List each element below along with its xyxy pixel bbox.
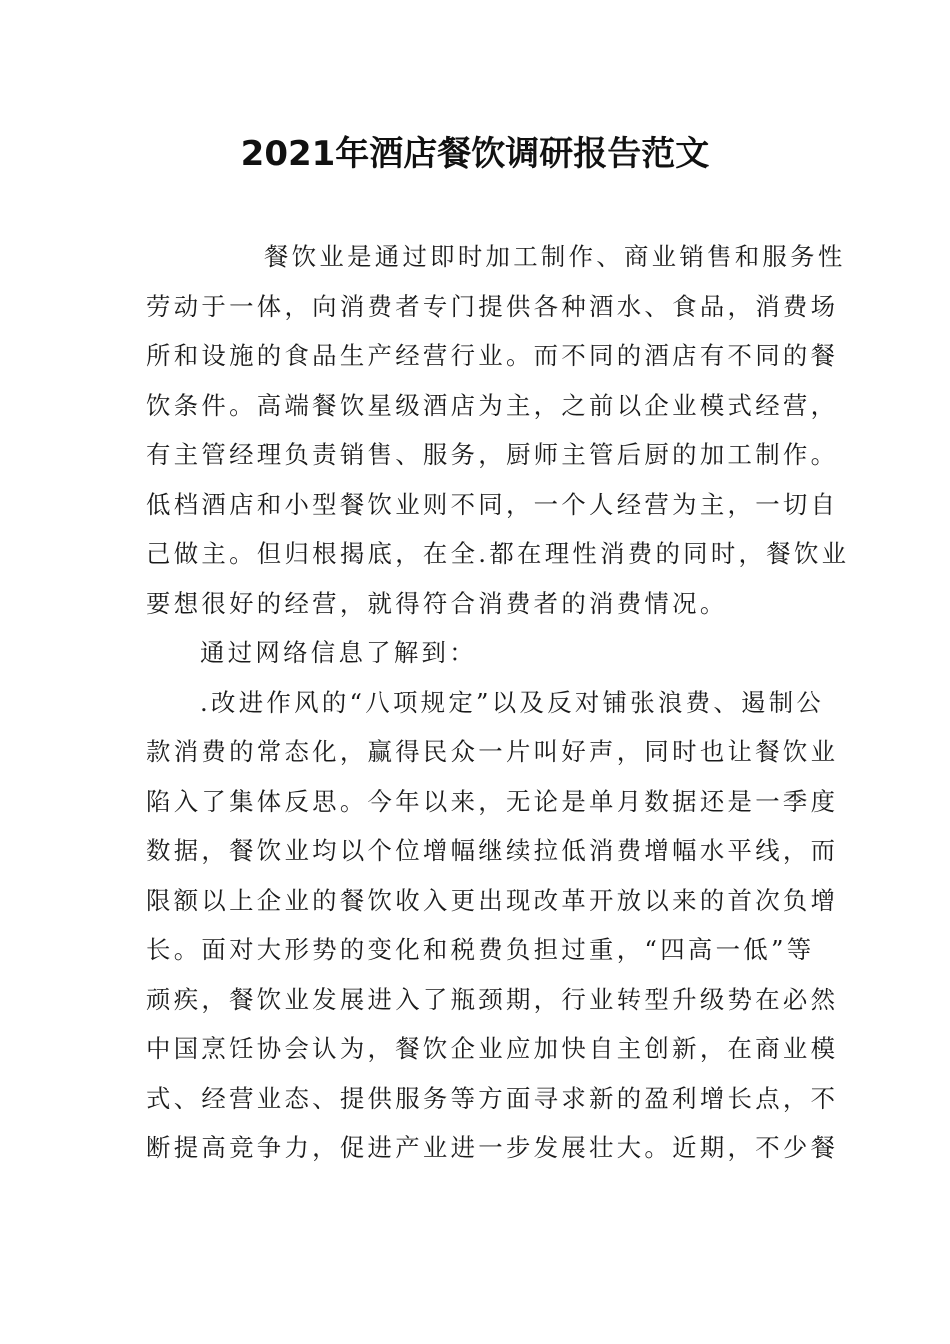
paragraph-line: 有主管经理负责销售、服务，厨师主管后厨的加工制作。	[146, 440, 839, 469]
paragraph-line: 长。面对大形势的变化和税费负担过重，“四高一低”等	[146, 935, 815, 964]
paragraph-line: 款消费的常态化，赢得民众一片叫好声，同时也让餐饮业	[146, 737, 839, 766]
document-body	[146, 232, 850, 1173]
paragraph-line: .改进作风的“八项规定”以及反对铺张浪费、遏制公	[200, 687, 825, 717]
paragraph-line: 顽疾，餐饮业发展进入了瓶颈期，行业转型升级势在必然	[146, 984, 839, 1014]
paragraph-line: 中国烹饪协会认为，餐饮企业应加快自主创新，在商业模	[146, 1034, 839, 1063]
paragraph-line: 断提高竞争力，促进产业进一步发展壮大。近期，不少餐	[146, 1133, 839, 1162]
paragraph-line: 己做主。但归根揭底，在全.都在理性消费的同时，餐饮业	[146, 539, 850, 568]
paragraph-line: 饮条件。高端餐饮星级酒店为主，之前以企业模式经营，	[146, 390, 839, 420]
paragraph-line: 餐饮业是通过即时加工制作、商业销售和服务性	[264, 242, 846, 271]
paragraph-line: 劳动于一体，向消费者专门提供各种酒水、食品，消费场	[146, 291, 839, 321]
paragraph-line: 限额以上企业的餐饮收入更出现改革开放以来的首次负增	[146, 885, 839, 915]
paragraph-line: 式、经营业态、提供服务等方面寻求新的盈利增长点，不	[146, 1083, 839, 1113]
paragraph-line: 低档酒店和小型餐饮业则不同，一个人经营为主，一切自	[146, 489, 839, 519]
paragraph-line: 陷入了集体反思。今年以来，无论是单月数据还是一季度	[146, 786, 839, 816]
document-title: 2021年酒店餐饮调研报告范文	[240, 134, 710, 174]
paragraph-line: 所和设施的食品生产经营行业。而不同的酒店有不同的餐	[146, 341, 839, 370]
paragraph-line: 要想很好的经营，就得符合消费者的消费情况。	[146, 588, 728, 618]
paragraph-line: 数据，餐饮业均以个位增幅继续拉低消费增幅水平线，而	[146, 836, 839, 865]
paragraph-line: 通过网络信息了解到：	[200, 638, 477, 667]
